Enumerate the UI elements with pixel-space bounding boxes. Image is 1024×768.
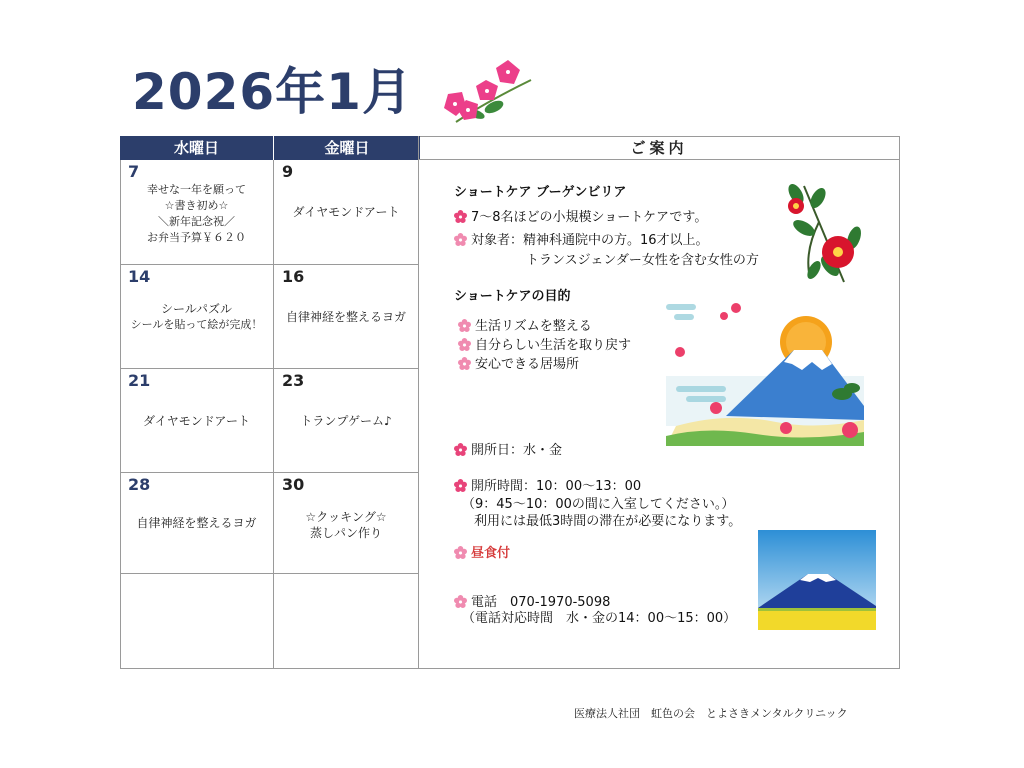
- event-text: トランプゲーム♪: [300, 414, 392, 428]
- event-text: ☆クッキング☆ 蒸しパン作り: [305, 510, 387, 540]
- day-number: 21: [128, 371, 151, 390]
- target-line: 対象者：精神科通院中の方。16才以上。: [454, 229, 709, 248]
- calendar-cell: [274, 265, 419, 369]
- flower-bullet-icon: [458, 338, 471, 351]
- header-friday: 金曜日: [273, 136, 420, 160]
- calendar-cell: [120, 369, 274, 473]
- phone-hours: （電話対応時間 水・金の14：00～15：00）: [462, 611, 737, 626]
- calendar: [120, 136, 419, 669]
- description-line: 7～8名ほどの小規模ショートケアです。: [454, 206, 707, 225]
- page-title: 2026年1月: [132, 63, 413, 121]
- flower-bullet-icon: [454, 546, 467, 559]
- calendar-cell-empty: [120, 574, 274, 669]
- open-hours: 開所時間：10：00～13：00: [454, 475, 641, 494]
- calendar-cell: [274, 473, 419, 574]
- calendar-cell: [120, 160, 274, 265]
- bougainvillea-illustration: [436, 52, 536, 130]
- flower-bullet-icon: [454, 210, 467, 223]
- open-days: 開所日：水・金: [454, 439, 562, 458]
- calendar-cell: [274, 160, 419, 265]
- min-stay-note: 利用には最低3時間の滞在が必要になります。: [474, 514, 742, 529]
- info-header: ご案内: [419, 136, 899, 160]
- flower-bullet-icon: [454, 443, 467, 456]
- clinic-footer: 医療法人社団 虹色の会 とよさきメンタルクリニック: [574, 707, 848, 720]
- event-text: 幸せな一年を願って ☆書き初め☆ ＼新年記念祝／ お弁当予算￥６２０: [147, 183, 246, 244]
- event-text: ダイヤモンドアート: [292, 205, 400, 219]
- event-text: シールパズル シールを貼って絵が完成！: [130, 302, 263, 331]
- flower-bullet-icon: [458, 319, 471, 332]
- flower-bullet-icon: [454, 233, 467, 246]
- purpose-title: ショートケアの目的: [454, 289, 571, 304]
- header-wednesday: 水曜日: [120, 136, 273, 160]
- day-number: 14: [128, 267, 151, 286]
- target-line-2: トランスジェンダー女性を含む女性の方: [526, 253, 759, 268]
- purpose-item: 生活リズムを整える: [458, 315, 592, 334]
- flower-bullet-icon: [458, 357, 471, 370]
- mount-fuji-field-illustration: [758, 530, 876, 630]
- flower-bullet-icon: [454, 479, 467, 492]
- service-name: ショートケア ブーゲンビリア: [454, 185, 627, 200]
- entry-note: （9：45～10：00の間に入室してください。）: [462, 497, 735, 512]
- event-text: ダイヤモンドアート: [142, 414, 251, 428]
- day-number: 30: [282, 475, 305, 494]
- event-text: 自律神経を整えるヨガ: [285, 310, 406, 324]
- calendar-cell: [274, 369, 419, 473]
- lunch-note: 昼食付: [454, 542, 510, 561]
- calendar-cell: [120, 265, 274, 369]
- mount-fuji-sunrise-illustration: [666, 296, 864, 446]
- day-number: 7: [128, 162, 140, 181]
- purpose-item: 自分らしい生活を取り戻す: [458, 334, 631, 353]
- day-number: 9: [282, 162, 294, 181]
- purpose-item: 安心できる居場所: [458, 353, 579, 372]
- calendar-cell-empty: [274, 574, 419, 669]
- calendar-cell: [120, 473, 274, 574]
- day-number: 28: [128, 475, 151, 494]
- day-number: 23: [282, 371, 305, 390]
- camellia-illustration: [774, 182, 864, 286]
- column-divider: [418, 136, 419, 669]
- event-text: 自律神経を整えるヨガ: [136, 516, 257, 530]
- phone-number: 電話 070-1970-5098: [454, 591, 610, 610]
- day-number: 16: [282, 267, 305, 286]
